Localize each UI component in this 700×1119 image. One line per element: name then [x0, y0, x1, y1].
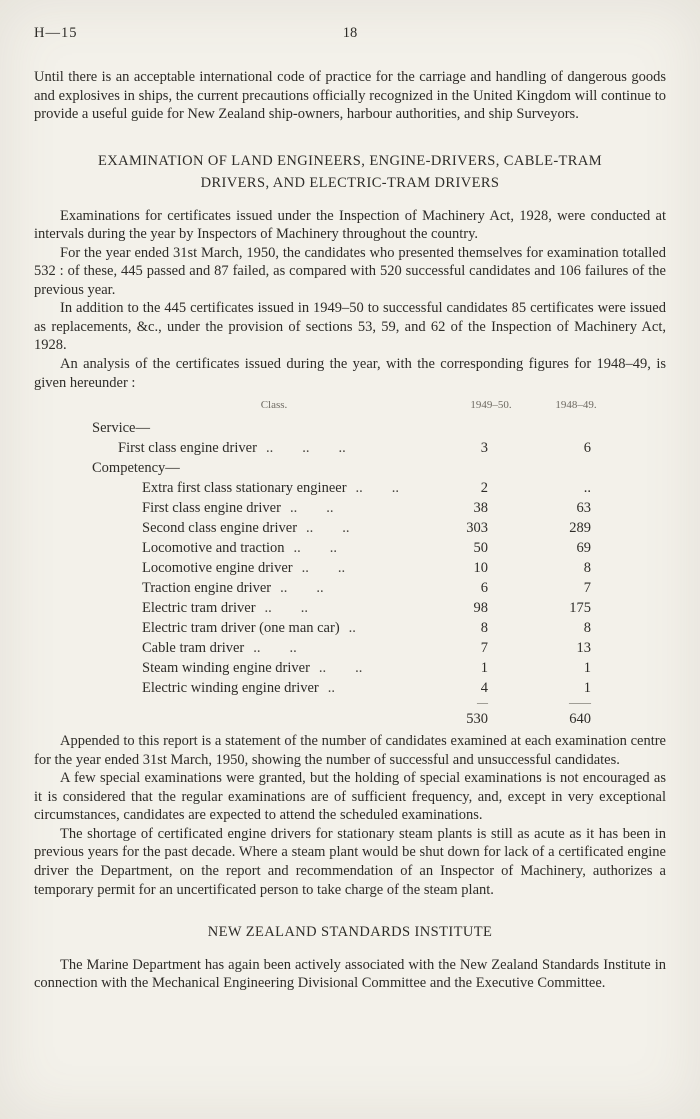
row-label: Locomotive and traction: [142, 540, 285, 557]
value-1949-50: 6: [480, 580, 488, 597]
value-1949-50: 7: [480, 640, 488, 657]
value-1948-49: 8: [583, 560, 591, 577]
value-1948-49: 69: [576, 540, 591, 557]
totals-rule-1949-50: —: [477, 697, 488, 710]
table-row: [92, 438, 626, 458]
table-row: [92, 678, 626, 698]
column-header-1949-50: 1949–50.: [470, 399, 512, 412]
value-1948-49: 8: [583, 620, 591, 637]
page-number: 18: [342, 25, 358, 41]
value-1949-50: 10: [473, 560, 488, 577]
dot-leader: .. ..: [264, 600, 309, 617]
section-heading-standards-institute: NEW ZEALAND STANDARDS INSTITUTE: [207, 924, 493, 941]
row-label: Steam winding engine driver: [142, 660, 310, 677]
row-label: Electric tram driver: [142, 600, 256, 617]
table-header-row: [92, 398, 626, 412]
row-label: Locomotive engine driver: [142, 560, 293, 577]
dot-leader: .. ..: [301, 560, 346, 577]
dot-leader: .. ..: [318, 660, 363, 677]
paragraph: A few special examinations were granted, but the holding of special examinations is not encouraged as it is considered that the regular examinations are of sufficient frequency, and, except in very exceptional circumstances, candidates are expected to attend the scheduled examinations.: [34, 770, 666, 824]
value-1948-49: 7: [583, 580, 591, 597]
value-1948-49: 63: [576, 500, 591, 517]
value-1948-49: 6: [583, 440, 591, 457]
value-1948-49: ..: [583, 480, 591, 497]
row-label: First class engine driver: [142, 500, 281, 517]
value-1949-50: 4: [480, 680, 488, 697]
paragraph: Examinations for certificates issued under the Inspection of Machinery Act, 1928, were conducted at intervals during the year by Inspectors of Machinery throughout the country.: [34, 207, 666, 243]
section-heading-examinations: EXAMINATION OF LAND ENGINEERS, ENGINE-DRIVERS, CABLE-TRAM DRIVERS, AND ELECTRIC-TRAM DRIVERS: [97, 152, 603, 192]
value-1949-50: 303: [466, 520, 488, 537]
paragraph: In addition to the 445 certificates issued in 1949–50 to successful candidates 85 certificates were issued as replacements, &c., under the provision of sections 53, 59, and 62 of the Inspection of Machinery Act, 1928.: [34, 300, 666, 354]
total-1949-50: 530: [466, 711, 488, 728]
dot-leader: ..: [348, 620, 356, 637]
table-row: [92, 478, 626, 498]
value-1949-50: 3: [480, 440, 488, 457]
row-label: Second class engine driver: [142, 520, 298, 537]
table-row: [92, 638, 626, 658]
value-1949-50: 2: [480, 480, 488, 497]
totals-rule-row: [92, 698, 626, 708]
value-1948-49: 13: [576, 640, 591, 657]
table-row: [92, 498, 626, 518]
table-row: [92, 618, 626, 638]
intro-paragraph: Until there is an acceptable international code of practice for the carriage and handling of dangerous goods and explosives in ships, the current precautions officially recognized in the United Kingdom will continue to provide a useful guide for New Zealand ship-owners, harbour authorities, and ship Surveyors.: [34, 69, 666, 123]
value-1949-50: 98: [473, 600, 488, 617]
dot-leader: .. ..: [355, 480, 400, 497]
value-1948-49: 175: [569, 600, 591, 617]
row-label: Electric tram driver (one man car): [142, 620, 340, 637]
table-row: [92, 518, 626, 538]
value-1948-49: 1: [583, 680, 591, 697]
row-label: Cable tram driver: [142, 640, 245, 657]
total-1948-49: 640: [569, 711, 591, 728]
dot-leader: ..: [327, 680, 336, 697]
dot-leader: .. ..: [293, 540, 338, 557]
dot-leader: .. ..: [280, 580, 324, 597]
section-label-competency: Competency—: [92, 460, 180, 477]
dot-leader: .. .. ..: [265, 440, 346, 457]
dot-leader: .. ..: [253, 640, 297, 657]
table-row: [92, 558, 626, 578]
row-label: Traction engine driver: [142, 580, 272, 597]
row-label: First class engine driver: [118, 440, 257, 457]
table-row: [92, 538, 626, 558]
value-1949-50: 1: [480, 660, 488, 677]
value-1948-49: 1: [583, 660, 591, 677]
section-label-service: Service—: [92, 420, 150, 437]
totals-rule-1948-49: ——: [569, 697, 591, 710]
value-1949-50: 50: [473, 540, 488, 557]
table-row: [92, 598, 626, 618]
value-1949-50: 38: [473, 500, 488, 517]
page-header: [34, 24, 666, 44]
dot-leader: .. ..: [289, 500, 334, 517]
row-label: Extra first class stationary engineer: [142, 480, 347, 497]
paragraph: An analysis of the certificates issued during the year, with the corresponding figures for 1948–49, is given hereunder :: [34, 355, 666, 391]
column-header-1948-49: 1948–49.: [555, 399, 597, 412]
paragraph: For the year ended 31st March, 1950, the candidates who presented themselves for examination totalled 532 : of these, 445 passed and 87 failed, as compared with 520 successful candidates and 106 failures of the previous year.: [34, 244, 666, 298]
page-reference: H—15: [34, 25, 78, 41]
table-row: [92, 578, 626, 598]
row-label: Electric winding engine driver: [142, 680, 319, 697]
value-1948-49: 289: [569, 520, 591, 537]
column-header-class: Class.: [260, 399, 288, 412]
totals-row: [92, 708, 626, 730]
dot-leader: .. ..: [306, 520, 350, 537]
table-row: [92, 658, 626, 678]
paragraph: Appended to this report is a statement of the number of candidates examined at each examination centre for the year ended 31st March, 1950, showing the number of successful and unsuccessful candidates.: [34, 733, 666, 768]
paragraph: The shortage of certificated engine drivers for stationary steam plants is still as acute as it has been in previous years for the past decade. Where a steam plant would be shut down for lack of a certificated engine driver the Department, on the report and recommendation of an Inspector of Machinery, authorizes a temporary permit for an uncertificated person to take charge of the steam plant.: [34, 825, 666, 898]
certificates-table: [92, 398, 626, 730]
value-1949-50: 8: [480, 620, 488, 637]
paragraph: The Marine Department has again been actively associated with the New Zealand Standards Institute in connection with the Mechanical Engineering Divisional Committee and the Executive Committee.: [34, 956, 666, 992]
